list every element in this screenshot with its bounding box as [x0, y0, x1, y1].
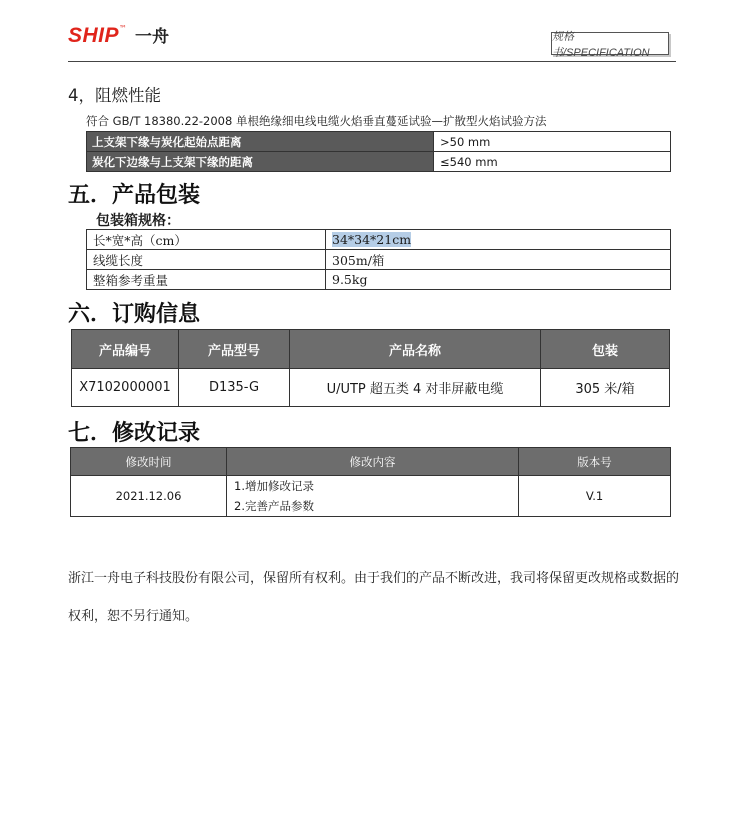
packaging-row-value: 305m/箱: [326, 250, 671, 270]
specification-label: 规格书/SPECIFICATION: [551, 32, 669, 55]
logo-chinese-text: 一舟: [135, 27, 170, 47]
flame-row-value: >50 mm: [434, 132, 671, 152]
order-info-heading: 六．订购信息: [68, 302, 201, 327]
flame-retardancy-table: [86, 131, 671, 172]
copyright-notice: 浙江一舟电子科技股份有限公司，保留所有权利。由于我们的产品不断改进，我司将保留更改规格或数据的权利，恕不另行通知。: [68, 571, 680, 624]
order-info-table: [71, 329, 670, 407]
product-packing: 305 米/箱: [541, 369, 670, 407]
table-row: [87, 132, 671, 152]
table-row: [71, 476, 671, 517]
header-divider: [68, 61, 676, 62]
flame-standard-note: 符合 GB/T 18380.22-2008 单根绝缘细电线电缆火焰垂直蔓延试验—扩散型火焰试验方法: [86, 114, 547, 128]
selected-text[interactable]: 34*34*21cm: [332, 232, 412, 247]
table-row: [87, 230, 671, 250]
flame-row-label: 上支架下缘与炭化起始点距离: [87, 132, 434, 152]
table-row: [72, 369, 670, 407]
revision-history-heading: 七．修改记录: [68, 421, 201, 446]
table-row: [87, 250, 671, 270]
revision-content-line: 1.增加修改记录: [234, 479, 314, 493]
packaging-heading: 五．产品包装: [68, 183, 201, 208]
product-model: D135-G: [179, 369, 290, 407]
revision-content-line: 2.完善产品参数: [234, 499, 314, 513]
revision-date: 2021.12.06: [71, 476, 227, 517]
trademark-symbol: ™: [119, 24, 128, 33]
packaging-row-value: 9.5kg: [326, 270, 671, 290]
packaging-subheading: 包装箱规格：: [96, 213, 180, 229]
column-header: 包装: [541, 330, 670, 369]
column-header: 产品名称: [290, 330, 541, 369]
packaging-row-label: 整箱参考重量: [87, 270, 326, 290]
table-row: [87, 152, 671, 172]
column-header: 修改内容: [227, 448, 519, 476]
table-header-row: [72, 330, 670, 369]
column-header: 修改时间: [71, 448, 227, 476]
revision-content: [227, 476, 519, 517]
flame-retardancy-heading: 4，阻燃性能: [68, 86, 161, 105]
packaging-row-label: 线缆长度: [87, 250, 326, 270]
flame-row-label: 炭化下边缘与上支架下缘的距离: [87, 152, 434, 172]
column-header: 产品型号: [179, 330, 290, 369]
revision-version: V.1: [519, 476, 671, 517]
packaging-table: [86, 229, 671, 290]
product-code: X7102000001: [72, 369, 179, 407]
table-row: [87, 270, 671, 290]
product-name: U/UTP 超五类 4 对非屏蔽电缆: [290, 369, 541, 407]
column-header: 产品编号: [72, 330, 179, 369]
packaging-row-label: 长*宽*高（cm）: [87, 230, 326, 250]
column-header: 版本号: [519, 448, 671, 476]
packaging-row-value: [326, 230, 671, 250]
table-header-row: [71, 448, 671, 476]
company-logo: [68, 22, 169, 48]
flame-row-value: ≤540 mm: [434, 152, 671, 172]
logo-brand-text: SHIP: [68, 24, 120, 47]
revision-history-table: [70, 447, 671, 517]
